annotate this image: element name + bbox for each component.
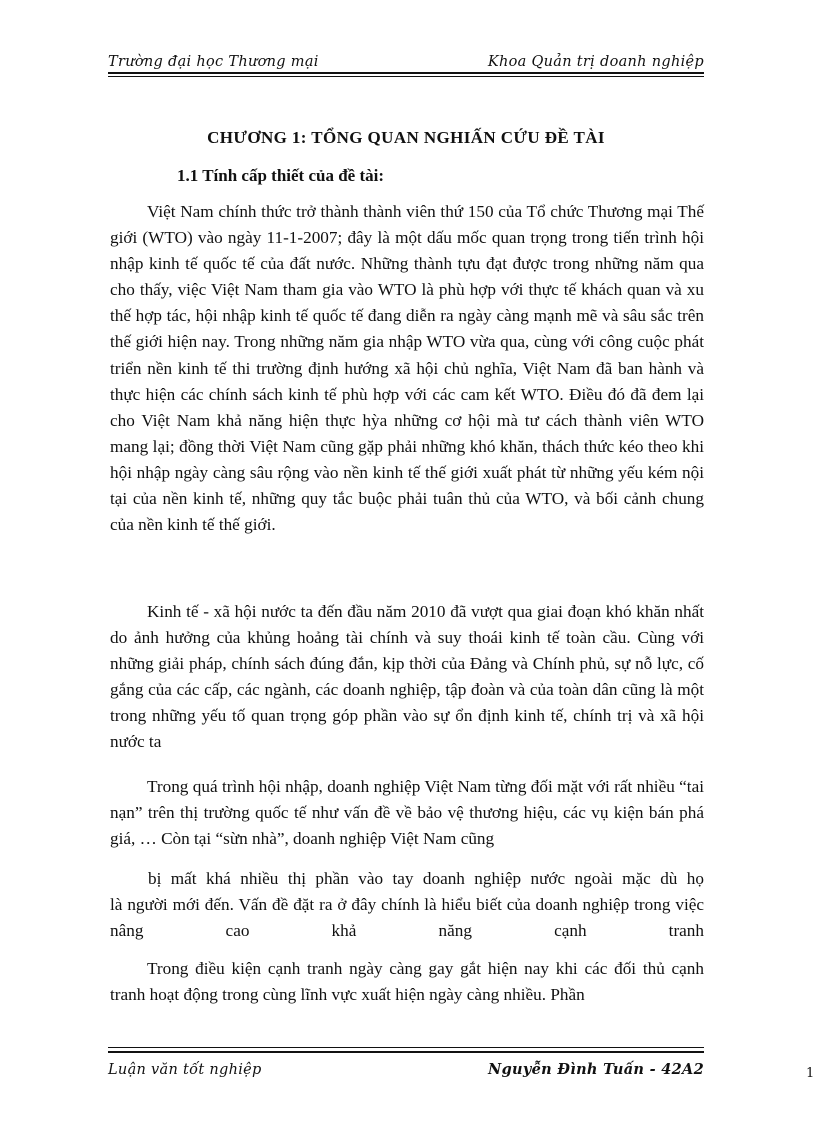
paragraph-competition: Trong điều kiện cạnh tranh ngày càng gay gắt hiện nay khi các đối thủ cạnh tranh hoạt động trong cùng lĩnh vực xuất hiện ngày càng nhiều. Phần (110, 959, 704, 1005)
footer-thesis: Luận văn tốt nghiệp (108, 1062, 262, 1078)
paragraph-economy: Kinh tế - xã hội nước ta đến đầu năm 2010 đã vượt qua giai đoạn khó khăn nhất do ảnh hưởng của khủng hoảng tài chính và suy thoái kinh tế toàn cầu. Cùng với những giải pháp, chính sách đúng đắn, kịp thời của Đảng và Chính phủ, sự nỗ lực, cố gắng của các cấp, các ngành, các doanh nghiệp, tập đoàn và của toàn dân cũng là một trong những yếu tố quan trọng góp phần vào sự ổn định kinh tế, chính trị và xã hội nước ta (110, 602, 704, 752)
footer-rule-thin (108, 1047, 704, 1048)
section-title: 1.1 Tính cấp thiết của đề tài: (177, 166, 385, 185)
header-faculty: Khoa Quản trị doanh nghiệp (487, 54, 704, 70)
paragraph-market-share-rest: là người mới đến. Vấn đề đặt ra ở đây chính là hiểu biết của doanh nghiệp trong việc nâng cao khả năng cạnh tranh (110, 895, 704, 941)
paragraph-integration: Trong quá trình hội nhập, doanh nghiệp Việt Nam từng đối mặt với rất nhiều “tai nạn” trên thị trường quốc tế như vấn đề về bảo vệ thương hiệu, các vụ kiện bán phá giá, … Còn tại “sừn nhà”, doanh nghiệp Việt Nam cũng (110, 777, 704, 849)
paragraph-market-share (110, 866, 704, 944)
page-footer (108, 1054, 704, 1078)
chapter-title: CHƯƠNG 1: TỔNG QUAN NGHIẤN CỨU ĐỀ TÀI (207, 128, 605, 147)
page-header (108, 46, 704, 70)
footer-rule-thick (108, 1051, 704, 1053)
header-rule-thick (108, 72, 704, 74)
footer-author: Nguyễn Đình Tuấn - 42A2 (488, 1061, 704, 1078)
page-number: 1 (806, 1066, 815, 1081)
paragraph-wto: Việt Nam chính thức trở thành thành viên thứ 150 của Tổ chức Thương mại Thế giới (WTO) vào ngày 11-1-2007; đây là một dấu mốc quan trọng trong tiến trình hội nhập kinh tế quốc tế của đất nước. Những thành tựu đạt được trong những năm qua cho thấy, việc Việt Nam tham gia vào WTO là phù hợp với thực tế khách quan và xu thế hợp tác, hội nhập kinh tế quốc tế đang diễn ra ngày càng mạnh mẽ và sâu sắc trên thế giới hiện nay. Trong những năm gia nhập WTO vừa qua, cùng với công cuộc phát triển nền kinh tế thi trường định hướng xã hội chủ nghĩa, Việt Nam đã ban hành và thực hiện các chính sách kinh tế phù hợp với các cam kết WTO. Điều đó đã đem lại cho Việt Nam khả năng hiện thực hỳa những cơ hội mà tư cách thành viên WTO mang lại; đồng thời Việt Nam cũng gặp phải những khó khăn, thách thức kéo theo khi hội nhập ngày càng sâu rộng vào nền kinh tế thế giới xuất phát từ những yếu kém nội tại của nền kinh tế, những quy tắc buộc phải tuân thủ của WTO, và bối cảnh chung của nền kinh tế thế giới. (110, 202, 704, 535)
header-rule-thin (108, 76, 704, 77)
paragraph-market-share-first-line: bị mất khá nhiều thị phần vào tay doanh nghiệp nước ngoài mặc dù họ (148, 869, 704, 888)
header-university: Trường đại học Thương mại (108, 54, 319, 70)
